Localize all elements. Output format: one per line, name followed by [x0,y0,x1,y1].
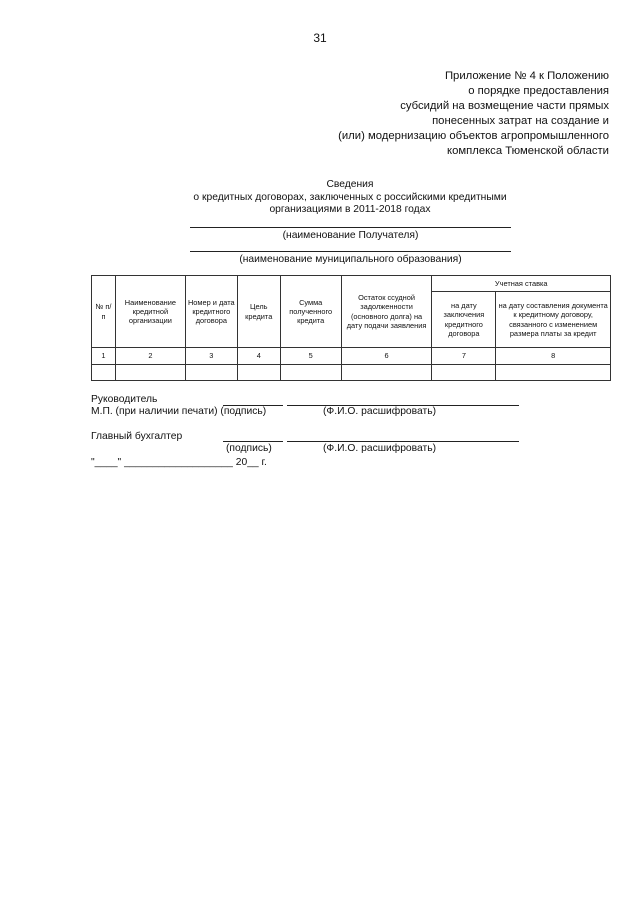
title-line: организациями в 2011-2018 годах [269,204,431,216]
accountant-label: Главный бухгалтер [91,431,183,442]
header-cell: Номер и дата кредитного договора [185,276,237,348]
title-line: Сведения [326,179,374,190]
document-title [140,179,560,217]
table-cell [341,365,432,381]
head-caption-name: (Ф.И.О. расшифровать) [323,406,437,417]
appendix-note [249,69,609,158]
table-cell [237,365,280,381]
title-line: о кредитных договорах, заключенных с российскими кредитными [193,191,507,203]
accountant-caption-name: (Ф.И.О. расшифровать) [323,443,437,454]
column-number-cell: 3 [185,348,237,365]
municipality-line [190,251,511,252]
appendix-line: понесенных затрат на создание и [432,114,609,127]
table-cell [92,365,116,381]
header-cell: Цель кредита [237,276,280,348]
accountant-name-line [287,441,519,442]
header-cell: Остаток ссудной задолженности (основного долга) на дату подачи заявления [341,276,432,348]
column-number-row [92,348,611,365]
header-row [92,276,611,292]
column-number-cell: 7 [432,348,496,365]
appendix-line: субсидий на возмещение части прямых [400,99,609,112]
appendix-line: о порядке предоставления [468,84,609,97]
accountant-caption-sign: (подпись) [226,443,272,454]
accountant-signature-line [223,441,283,442]
recipient-line [190,227,511,228]
table-cell [280,365,341,381]
header-group-cell: Учетная ставка [432,276,611,292]
date-line: "____" ___________________ 20__ г. [91,457,267,468]
column-number-cell: 5 [280,348,341,365]
header-cell: на дату заключения кредитного договора [432,292,496,348]
appendix-line: комплекса Тюменской области [447,144,609,157]
appendix-line: (или) модернизацию объектов агропромышленного [338,129,609,142]
header-cell: Сумма полученного кредита [280,276,341,348]
column-number-cell: 2 [115,348,185,365]
empty-data-row [92,365,611,381]
table-cell [115,365,185,381]
head-caption-stamp-sign: М.П. (при наличии печати) (подпись) [91,406,267,417]
page-number: 31 [313,31,327,45]
column-number-cell: 1 [92,348,116,365]
header-cell: № п/п [92,276,116,348]
column-number-cell: 4 [237,348,280,365]
table-cell [432,365,496,381]
appendix-line: Приложение № 4 к Положению [444,70,609,82]
header-cell: на дату составления документа к кредитному договору, связанного с изменением размера платы за кредит [496,292,611,348]
municipality-caption: (наименование муниципального образования) [239,254,462,265]
head-label: Руководитель [91,394,158,405]
table-cell [496,365,611,381]
table-cell [185,365,237,381]
recipient-caption: (наименование Получателя) [282,230,419,241]
column-number-cell: 6 [341,348,432,365]
credit-table [91,275,611,381]
header-cell: Наименование кредитной организации [115,276,185,348]
column-number-cell: 8 [496,348,611,365]
